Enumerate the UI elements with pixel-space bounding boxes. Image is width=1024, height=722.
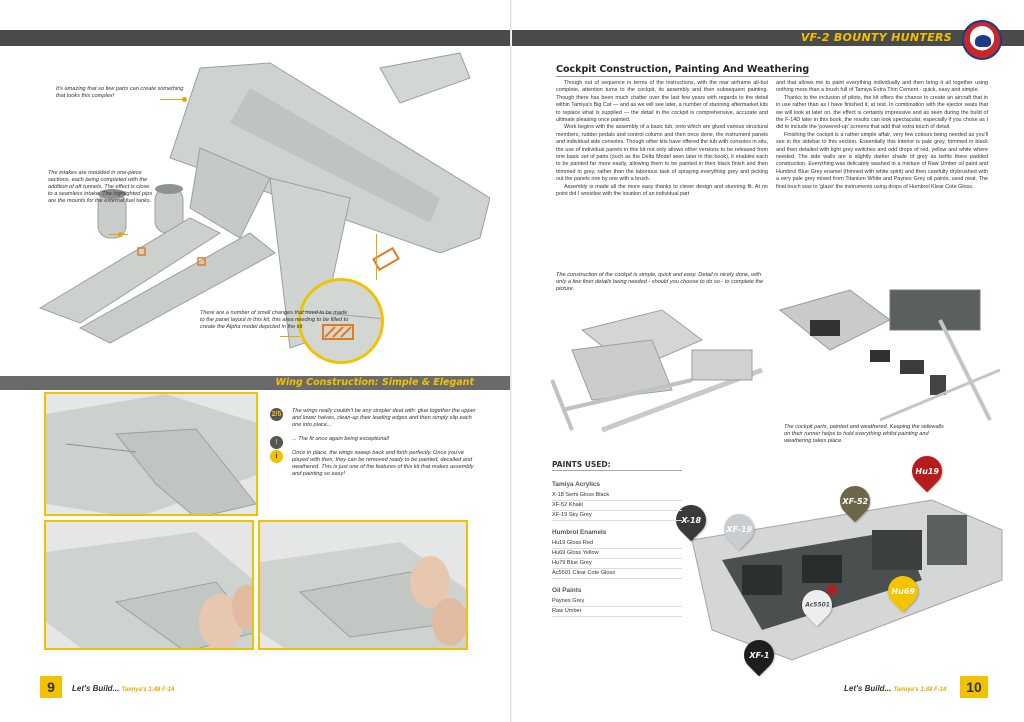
paint-group-tamiya [552, 481, 682, 521]
squadron-badge-icon [962, 20, 1002, 60]
paint-group-title: Tamiya Acrylics [552, 481, 600, 488]
wing-note-2-text: ... The fit once again being exceptional! [292, 436, 390, 442]
cockpit-parts-photo [542, 300, 782, 440]
caption-intakes: The intakes are moulded in one-piece sections, each being completed with the addition of aft tunnels. The effect is close to a seamless intake. The highlighted pips are the mounts for the external fuel tanks. [48, 170, 153, 204]
footer-lets-build: Let's Build... [844, 684, 892, 693]
paint-pin-x18: X-18 [670, 499, 712, 541]
paint-pin-xf19: XF-19 [718, 508, 760, 550]
info-icon: i [270, 450, 283, 463]
paint-group-title: Oil Paints [552, 587, 582, 594]
article-column-b [776, 80, 988, 191]
article-paragraph: Though out of sequence in terms of the instructions, with the rear airframe all-but complete, attention turns to the cockpit, its assembly and then subsequent painting. Though there has been much chatter over the last few years with regards to the detail within Tamiya's Big Cat — and as we will see later, a number of stunning aftermarket kits to replace what is supplied — the detail in the cockpit is comprehensive, accurate and ultimate pleasing once painted. [556, 80, 768, 124]
wing-photo-3 [258, 520, 468, 650]
paint-item: Raw Umber [552, 607, 682, 617]
page-number-left: 9 [40, 676, 62, 698]
article-paragraph: Assembly is made all the more easy thanks to clever design and stunning fit. At no point did I wrestlee with the location of an individual part [556, 183, 768, 198]
page-number-right: 10 [960, 676, 988, 698]
wing-photo-2 [44, 520, 254, 650]
article-column-a [556, 80, 768, 199]
paint-pin-xf1: XF-1 [738, 634, 780, 676]
rating-icon: 2/5 [270, 408, 283, 421]
paint-item: Paynes Grey [552, 597, 682, 607]
paint-item: XF-19 Sky Grey [552, 511, 682, 521]
wing-note-2 [270, 436, 480, 446]
paint-item: Hu19 Gloss Red [552, 539, 682, 549]
exclamation-icon: ! [270, 436, 283, 449]
paint-group-title: Humbrol Enamels [552, 529, 607, 536]
paint-item: X-18 Semi Gloss Black [552, 491, 682, 501]
paint-pin-hu69: Hu69 [882, 570, 924, 612]
caption-panel-layout: There are a number of small changes that need to be made to the panel layout in this kit, this area needing to be filled to create the Alpha model depicted in the kit [200, 310, 349, 330]
article-paragraph: and that allows me to paint everything individually and then bring it all together using nothing more than a brush full of Tamiya Extra Thin Cement - quick, easy and simple. [776, 80, 988, 94]
wing-note-3-text: Once in place, the wings sweep back and forth perfectly. Once you've played with then, they can be removed ready to be painted, decalled and weathered. This is just one of the features of this kit that makes assembly and painting so easy! [292, 450, 474, 477]
article-title: Cockpit Construction, Painting And Weathering [556, 64, 810, 75]
paint-pin-hu19: Hu19 [906, 450, 948, 492]
paint-item: Hu79 Blue Grey [552, 559, 682, 569]
footer-subtitle: Tamiya's 1:48 F-14 [121, 687, 175, 693]
paints-heading: PAINTS USED: [552, 460, 682, 471]
article-paragraph: Thanks to the inclusion of pilots, the kit offers the chance to create an aircraft that in in use rather than as I have finished it, at rest. In combination with the ejector seats that we will look at later on, the effect is certainly impressive and as seen during the build of the F-14D later in this book, the results can look spectacular, especially if you chose as I did to include the 'powered-up' screens that add that extra touch of detail. [776, 94, 988, 131]
right-page [512, 0, 1024, 722]
caption-cockpit-painted: The cockpit parts, painted and weathered. Keeping the sidewalls on their runner helps to hold everything whilst painting and weathering takes place. [784, 424, 944, 444]
header-title: VF-2 BOUNTY HUNTERS [800, 31, 952, 44]
footer-subtitle: Tamiya's 1:48 F-14 [893, 687, 947, 693]
caption-cockpit-construction: The construction of the cockpit is simple, quick and easy. Detail is nicely done, with only a few finer details being needed - should you choose to do so - to complete the picture. [556, 272, 764, 292]
paint-pin-xf52: XF-52 [834, 480, 876, 522]
article-paragraph: Work begins with the assembly of a basic tub, onto which are glued various structural members, rudder pedals and control column and then once done, the instrument panels and individual side consoles. Though other kits have offered the tub with consoles in situ, the use of individual panels in this kit not only allows other versions to be released from one basic set of parts (such as the Delta Model seen later in this book), it enables each to be painted far more easily, allowing them to be painted in their black finish and then trimmed in grey, rather than the laborious task of spraying everything grey and picking out the panels one by one with a brush. [556, 124, 768, 183]
footer-left [72, 684, 174, 693]
article-paragraph: Finishing the cockpit is a rather simple affair, very few colours being needed as you'll see in the sidebar to this section. Essentially this interior is pale grey, trimmed in black and then detailed with light grey switches and odd drops of red, yellow and white where needed. The side walls are a slightly darker shade of grey as befits there padded construction. Everything was delicately washed in a mixture of Raw Umber oil paint and Humbrol Blue Grey enamel (thinned with white spirit) and then carefully drybrushed with a very pale grey mixed from Titanium White and Paynes Grey oil paints, used neat. The final touch was to 'glaze' the instruments using drops of Humbrol Klear Cote Gloss. [776, 131, 988, 190]
wing-note-3 [270, 450, 480, 478]
top-bar [0, 30, 512, 46]
wing-notes [270, 408, 480, 485]
wing-note-1 [270, 408, 480, 429]
footer-right [844, 684, 946, 693]
wing-section-title: Wing Construction: Simple & Elegant [275, 377, 474, 388]
paint-group-oils [552, 587, 682, 617]
paints-used-panel [552, 460, 682, 625]
painted-cockpit-photo [770, 280, 1002, 430]
paint-group-humbrol [552, 529, 682, 579]
wing-photo-1 [44, 392, 258, 516]
wing-section-bar [0, 376, 512, 390]
footer-lets-build: Let's Build... [72, 684, 120, 693]
caption-so-few-parts: It's amazing that so few parts can create something that looks this complex! [56, 86, 184, 99]
paint-item: Hu69 Gloss Yellow [552, 549, 682, 559]
paint-item: Ac5501 Clear Cote Gloss [552, 569, 682, 579]
wing-note-1-text: The wings really couldn't be any simpler deal with: glue together the upper and lower halves, clean-up their leading edges and then simply slip each one into place... [292, 408, 476, 428]
top-bar [512, 30, 1024, 46]
paint-pin-ac5501: Ac5501 [796, 584, 838, 626]
paint-item: XF-52 Khaki [552, 501, 682, 511]
